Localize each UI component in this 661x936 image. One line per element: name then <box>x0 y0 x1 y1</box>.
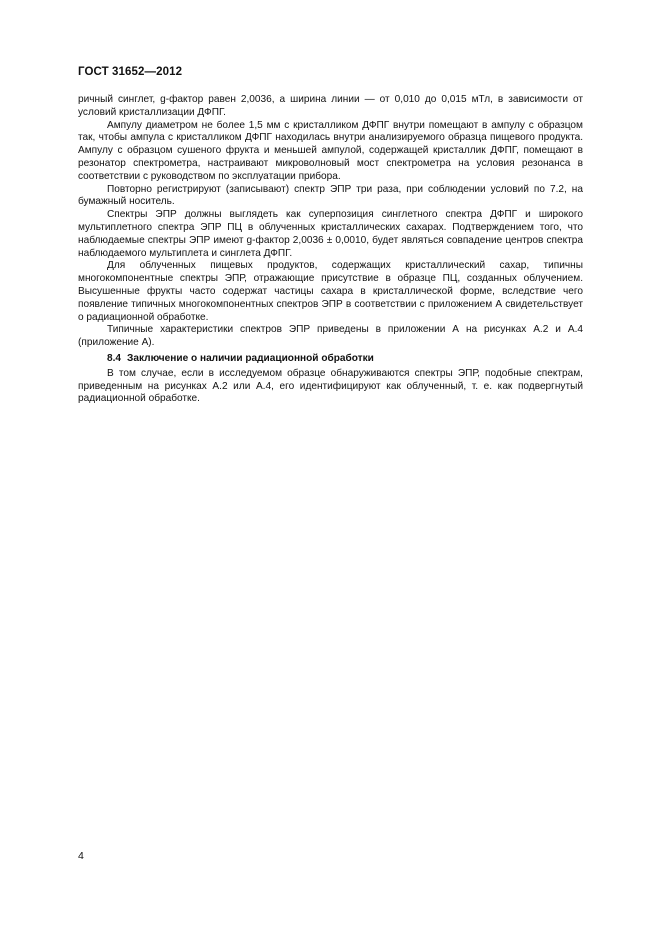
section-number: 8.4 <box>107 352 122 364</box>
document-body <box>78 94 583 406</box>
paragraph-continuation: ричный синглет, g-фактор равен 2,0036, а ширина линии — от 0,010 до 0,015 мТл, в зависимости от условий кристаллизации ДФПГ. <box>78 94 583 118</box>
paragraph: Ампулу диаметром не более 1,5 мм с кристалликом ДФПГ внутри помещают в ампулу с образцом так, чтобы ампула с кристалликом ДФПГ находилась внутри анализируемого образца пищевого продукта. Ампулу с образцом сушеного фрукта и меньшей ампулой, содержащей кристаллик ДФПГ, помещают в резонатор спектрометра, настраивают микроволновый мост спектрометра на условия резонанса в соответствии с руководством по эксплуатации прибора. <box>78 119 583 182</box>
section-heading <box>78 353 583 366</box>
paragraph: В том случае, если в исследуемом образце обнаруживаются спектры ЭПР, подобные спектрам, приведенным на рисунках А.2 или А.4, его идентифицируют как облученный, т. е. как подвергнутый радиационной обработке. <box>78 367 583 405</box>
paragraph: Для облученных пищевых продуктов, содержащих кристаллический сахар, типичны многокомпонентные спектры ЭПР, отражающие присутствие в образце ПЦ, созданных облучением. Высушенные фрукты часто содержат частицы сахара в кристаллической форме, вследствие чего появление типичных многокомпонентных спектров ЭПР в соответствии с приложением А свидетельствует о радиационной обработке. <box>78 260 583 323</box>
section-title: Заключение о наличии радиационной обработки <box>127 352 374 364</box>
paragraph: Спектры ЭПР должны выглядеть как суперпозиция синглетного спектра ДФПГ и широкого мультиплетного спектра ЭПР ПЦ в облученных кристаллических сахарах. Подтверждением того, что наблюдаемые спектры ЭПР имеют g-фактор 2,0036 ± 0,0010, будет являться совпадение центров спектра наблюдаемого мультиплета и синглета ДФПГ. <box>78 209 583 259</box>
paragraph: Типичные характеристики спектров ЭПР приведены в приложении А на рисунках А.2 и А.4 (приложение А). <box>78 324 583 349</box>
document-header: ГОСТ 31652—2012 <box>78 66 183 78</box>
page-number: 4 <box>78 850 84 862</box>
paragraph: Повторно регистрируют (записывают) спектр ЭПР три раза, при соблюдении условий по 7.2, на бумажный носитель. <box>78 183 583 208</box>
